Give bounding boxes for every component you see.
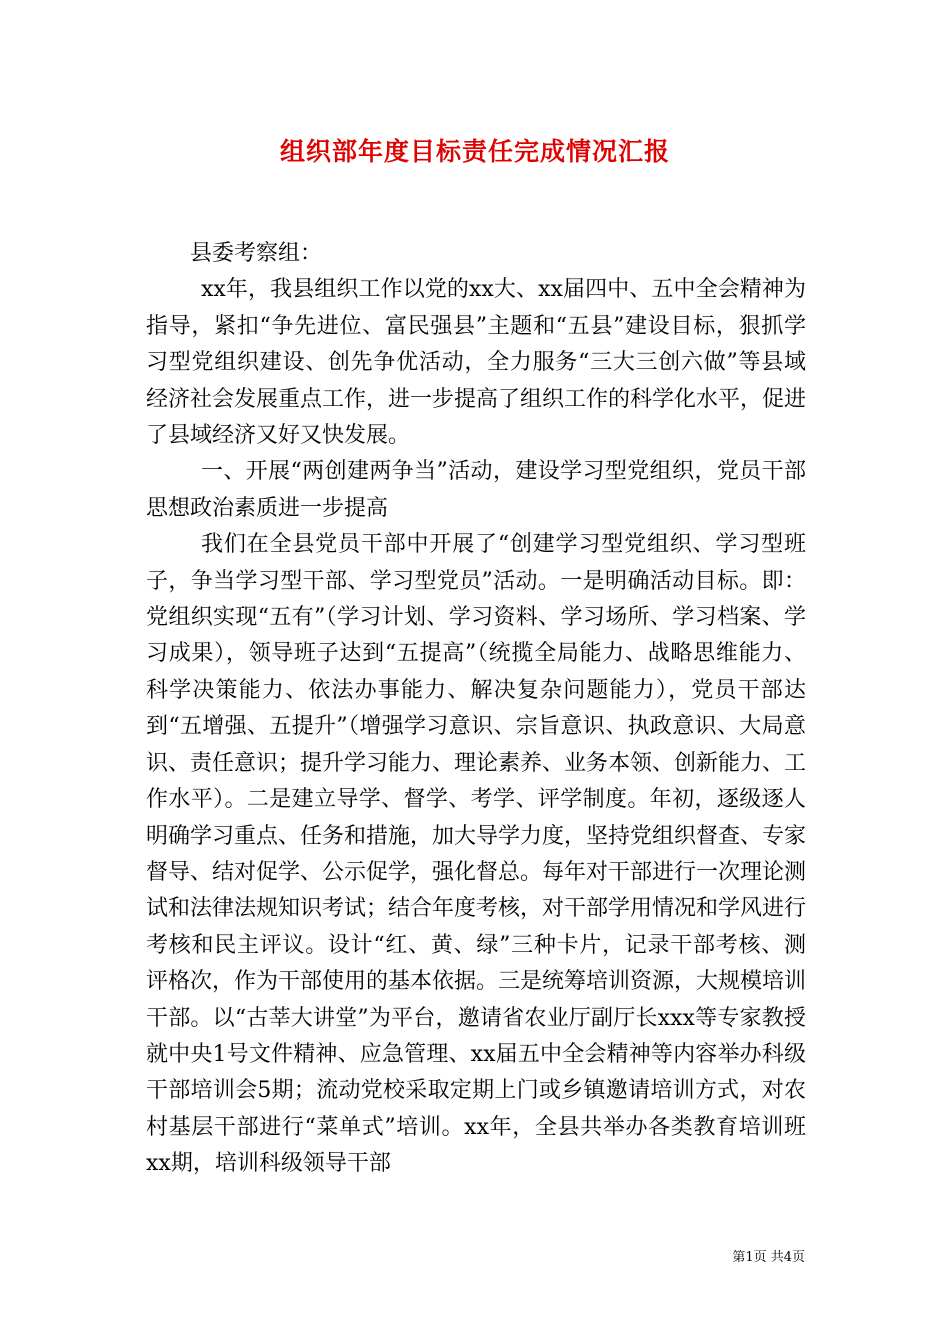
- paragraph-intro: xx年，我县组织工作以党的xx大、xx届四中、五中全会精神为指导，紧扣“争先进位、富民强县”主题和“五县”建设目标，狠抓学习型党组织建设、创先争优活动，全力服务“三大三创六做”等县域经济社会发展重点工作，进一步提高了组织工作的科学化水平，促进了县域经济又好又快发展。: [146, 277, 807, 449]
- document-title: 组织部年度目标责任完成情况汇报: [279, 137, 670, 166]
- document-body: [146, 236, 806, 1183]
- salutation: 县委考察组：: [190, 241, 323, 266]
- section-heading-1: 一、开展“两创建两争当”活动，建设学习型党组织，党员干部思想政治素质进一步提高: [146, 459, 806, 521]
- paragraph-section-1: 我们在全县党员干部中开展了“创建学习型党组织、学习型班子，争当学习型干部、学习型党员”活动。一是明确活动目标。即：党组织实现“五有”（学习计划、学习资料、学习场所、学习档案、学习成果），领导班子达到“五提高”（统揽全局能力、战略思维能力、科学决策能力、依法办事能力、解决复杂问题能力），党员干部达到“五增强、五提升”（增强学习意识、宗旨意识、执政意识、大局意识、责任意识；提升学习能力、理论素养、业务本领、创新能力、工作水平）。二是建立导学、督学、考学、评学制度。年初，逐级逐人明确学习重点、任务和措施，加大导学力度，坚持党组织督查、专家督导、结对促学、公示促学，强化督总。每年对干部进行一次理论测试和法律法规知识考试；结合年度考核，对干部学用情况和学风进行考核和民主评议。设计“红、黄、绿”三种卡片，记录干部考核、测评格次，作为干部使用的基本依据。三是统筹培训资源，大规模培训干部。以“古莘大讲堂”为平台，邀请省农业厅副厅长xxx等专家教授就中央1号文件精神、应急管理、xx届五中全会精神等内容举办科级干部培训会5期；流动党校采取定期上门或乡镇邀请培训方式，对农村基层干部进行“菜单式”培训。xx年，全县共举办各类教育培训班xx期，培训科级领导干部: [146, 532, 807, 1177]
- page-number-footer: 第1页 共4页: [732, 1250, 805, 1265]
